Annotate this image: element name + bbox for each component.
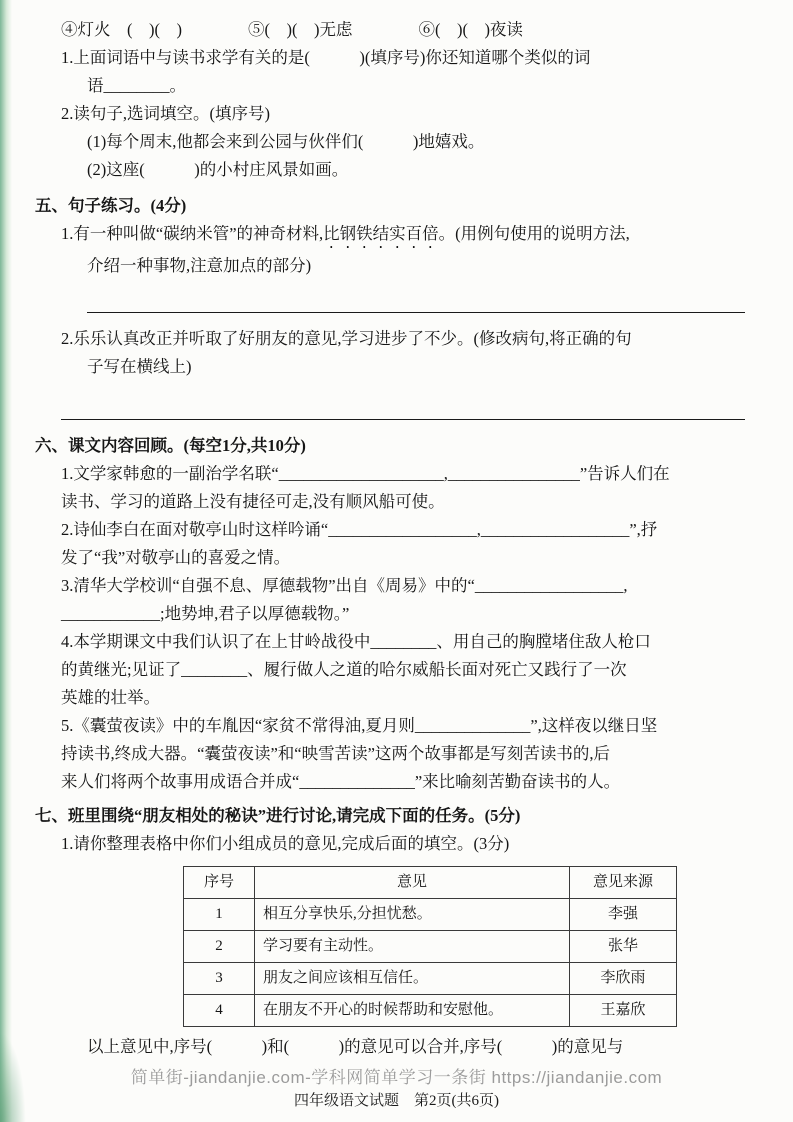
watermark-text: 简单街-jiandanjie.com-学科网简单学习一条街 https://jiandanjie.com xyxy=(130,1068,663,1087)
text-line xyxy=(87,128,745,156)
text-segment: 介绍一种事物,注意加点的部分) xyxy=(87,256,312,275)
text-segment: 。(用例句使用的说明方法, xyxy=(438,224,630,243)
section-heading xyxy=(35,802,745,830)
text-segment: ④灯火 ( )( ) ⑤( )( )无虑 ⑥( )( )夜读 xyxy=(61,20,523,39)
text-segment: 五、句子练习。(4分) xyxy=(35,196,187,215)
text-line xyxy=(87,252,745,280)
text-line xyxy=(61,544,745,572)
text-line xyxy=(61,684,745,712)
text-segment: 1.上面词语中与读书求学有关的是( )(填序号)你还知道哪个类似的词 xyxy=(61,48,591,67)
text-segment: 英雄的壮举。 xyxy=(61,688,160,707)
text-segment: 2.乐乐认真改正并听取了好朋友的意见,学习进步了不少。(修改病句,将正确的句 xyxy=(61,329,632,348)
text-line xyxy=(87,1033,745,1061)
table-row xyxy=(184,963,677,995)
text-line xyxy=(61,516,745,544)
section-heading xyxy=(35,432,745,460)
text-segment: 1.请你整理表格中你们小组成员的意见,完成后面的填空。(3分) xyxy=(61,834,510,853)
text-segment: ____________;地势坤,君子以厚德载物。” xyxy=(61,604,350,623)
text-line xyxy=(61,712,745,740)
text-segment: 语________。 xyxy=(87,76,186,95)
text-line xyxy=(87,156,745,184)
text-segment: (1)每个周末,他都会来到公园与伙伴们( )地嬉戏。 xyxy=(87,132,485,151)
text-segment: 七、班里围绕“朋友相处的秘诀”进行讨论,请完成下面的任务。(5分) xyxy=(35,806,521,825)
table-cell: 朋友之间应该相互信任。 xyxy=(255,963,570,995)
text-segment: 来人们将两个故事用成语合并成“______________”来比喻刻苦勤奋读书的人。 xyxy=(61,772,621,791)
text-segment: 1.有一种叫做“碳纳米管”的神奇材料, xyxy=(61,224,324,243)
text-line xyxy=(61,656,745,684)
dot-emphasized-text: 比钢铁结实百倍 xyxy=(323,224,439,243)
table-cell: 在朋友不开心的时候帮助和安慰他。 xyxy=(255,995,570,1027)
table-cell: 李欣雨 xyxy=(570,963,677,995)
text-line xyxy=(61,628,745,656)
table-cell: 2 xyxy=(184,931,255,963)
text-line xyxy=(87,353,745,381)
text-segment: 1.文学家韩愈的一副治学名联“____________________,________________”告诉人们在 xyxy=(61,464,670,483)
text-segment: 以上意见中,序号( )和( )的意见可以合并,序号( )的意见与 xyxy=(87,1037,624,1056)
table-cell: 4 xyxy=(184,995,255,1027)
section-heading xyxy=(35,192,745,220)
table-row xyxy=(184,931,677,963)
table-cell: 相互分享快乐,分担忧愁。 xyxy=(255,899,570,931)
table-cell: 学习要有主动性。 xyxy=(255,931,570,963)
text-line xyxy=(61,325,745,353)
table-cell: 1 xyxy=(184,899,255,931)
answer-blank-line xyxy=(61,391,745,420)
text-line xyxy=(61,44,745,72)
table-header-cell: 序号 xyxy=(184,867,255,899)
table-header-cell: 意见 xyxy=(255,867,570,899)
text-segment: 3.清华大学校训“自强不息、厚德载物”出自《周易》中的“__________________, xyxy=(61,576,628,595)
text-line xyxy=(61,460,745,488)
table-cell: 王嘉欣 xyxy=(570,995,677,1027)
text-line xyxy=(61,220,745,252)
text-line xyxy=(61,740,745,768)
text-line xyxy=(61,100,745,128)
page-footer: 四年级语文试题 第2页(共6页) xyxy=(294,1093,499,1109)
table-row xyxy=(184,899,677,931)
table-header-cell: 意见来源 xyxy=(570,867,677,899)
answer-blank-line xyxy=(87,284,745,313)
text-line xyxy=(61,830,745,858)
text-segment: 2.读句子,选词填空。(填序号) xyxy=(61,104,270,123)
text-segment: 4.本学期课文中我们认识了在上甘岭战役中________、用自己的胸膛堵住敌人枪口 xyxy=(61,632,651,651)
text-line xyxy=(61,768,745,796)
text-segment: 读书、学习的道路上没有捷径可走,没有顺风船可使。 xyxy=(61,492,445,511)
table-cell: 3 xyxy=(184,963,255,995)
text-segment: (2)这座( )的小村庄风景如画。 xyxy=(87,160,349,179)
text-line xyxy=(87,72,745,100)
table-row xyxy=(184,995,677,1027)
text-line xyxy=(61,488,745,516)
text-segment: 发了“我”对敬亭山的喜爱之情。 xyxy=(61,548,291,567)
text-segment: 5.《囊萤夜读》中的车胤因“家贫不常得油,夏月则______________”,这样夜以继日坚 xyxy=(61,716,658,735)
text-line xyxy=(61,572,745,600)
table-cell: 张华 xyxy=(570,931,677,963)
text-line xyxy=(61,600,745,628)
text-segment: 六、课文内容回顾。(每空1分,共10分) xyxy=(35,436,306,455)
text-line xyxy=(61,16,745,44)
text-segment: 子写在横线上) xyxy=(87,357,192,376)
table-cell: 李强 xyxy=(570,899,677,931)
text-segment: 2.诗仙李白在面对敬亭山时这样吟诵“__________________,__________________”,抒 xyxy=(61,520,658,539)
table-header-row xyxy=(184,867,677,899)
text-segment: 的黄继光;见证了________、履行做人之道的哈尔威船长面对死亡又践行了一次 xyxy=(61,660,627,679)
text-segment: 持读书,终成大器。“囊萤夜读”和“映雪苦读”这两个故事都是写刻苦读书的,后 xyxy=(61,744,611,763)
opinions-table xyxy=(183,866,677,1027)
